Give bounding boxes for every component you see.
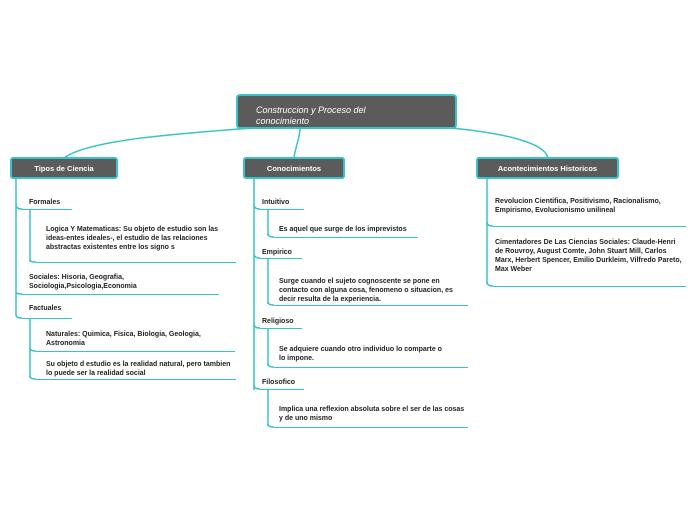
node-objeto-estudio[interactable]: Su objeto d estudio es la realidad natural, pero tambien lo puede ser la realidad social [46, 361, 231, 377]
node-revolucion-cientifica[interactable]: Revolucion Cientifica, Positivismo, Racionalismo, Empirismo, Evolucionismo unilineal [495, 198, 661, 214]
category-conocimientos[interactable] [243, 157, 345, 179]
underline [36, 379, 236, 380]
underline [260, 209, 304, 210]
node-naturales[interactable]: Naturales: Quimica, Fisica, Biologia, Geologia, Astronomia [46, 331, 201, 347]
underline [274, 305, 468, 306]
underline [22, 209, 72, 210]
node-religioso-desc[interactable]: Se adquiere cuando otro individuo lo comparte o lo impone. [279, 346, 442, 362]
underline [36, 262, 236, 263]
category-label: Tipos de Ciencia [34, 163, 94, 173]
underline [274, 237, 418, 238]
underline [260, 328, 302, 329]
node-factuales[interactable]: Factuales [29, 305, 62, 312]
underline [22, 318, 72, 319]
underline [274, 427, 468, 428]
underline [493, 226, 686, 227]
node-filosofico[interactable]: Filosofico [262, 379, 296, 386]
category-label: Conocimientos [266, 163, 322, 173]
underline [260, 258, 302, 259]
node-religioso[interactable]: Religioso [262, 318, 294, 325]
node-empirico[interactable]: Empirico [262, 249, 292, 256]
underline [274, 367, 468, 368]
node-empirico-desc[interactable]: Surge cuando el sujeto cognoscente se pone en contacto con alguna cosa, fenomeno o situacion, es decir resulta de la experiencia. [279, 278, 453, 303]
node-filosofico-desc[interactable]: Implica una reflexion absoluta sobre el ser de las cosas y de uno mismo [279, 406, 465, 422]
category-label: Acontecimientos Historicos [497, 163, 598, 173]
node-sociales[interactable]: Sociales: Hisoria, Geografia, Sociologia,Psicologia,Economia [29, 274, 137, 290]
node-cimentadores[interactable]: Cimentadores De Las Ciencias Sociales: Claude-Henri de Rouvroy, August Comte, John Stuart Mill, Carlos Marx, Herbert Spencer, Emilio Durkleim, Vilfredo Pareto, Max Weber [495, 239, 682, 273]
node-intuitivo-desc[interactable]: Es aquel que surge de los imprevistos [279, 226, 407, 233]
underline [493, 286, 686, 287]
root-label: Construccion y Proceso del conocimiento [256, 105, 366, 126]
underline [260, 389, 304, 390]
root-node[interactable] [236, 94, 457, 129]
category-acontecimientos-historicos[interactable] [476, 157, 619, 179]
underline [36, 351, 235, 352]
node-formales[interactable]: Formales [29, 199, 61, 206]
underline [22, 294, 219, 295]
node-intuitivo[interactable]: Intuitivo [262, 199, 290, 206]
category-tipos-de-ciencia[interactable] [10, 157, 118, 179]
node-logica-matematicas[interactable]: Logica Y Matematicas: Su objeto de estudio son las ideas-entes ideales-, el estudio de las relaciones abstractas existentes entre los signo s [46, 226, 219, 251]
